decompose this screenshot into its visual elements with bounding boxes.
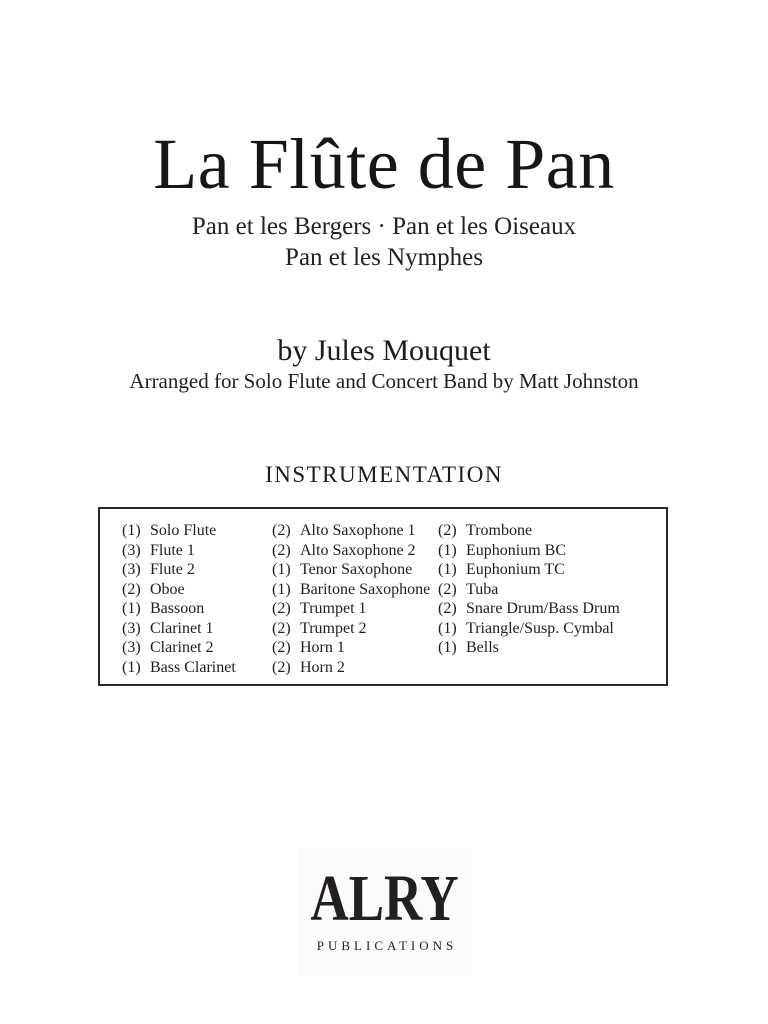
instrument-count: (2) [438, 522, 457, 539]
instrument-row [122, 658, 236, 678]
instrument-count: (3) [122, 561, 141, 578]
instrument-count: (3) [122, 639, 141, 656]
composer-byline: by Jules Mouquet [277, 334, 491, 367]
instrument-row [438, 599, 620, 619]
instrument-name: Bassoon [150, 600, 205, 617]
instrument-row [438, 521, 620, 541]
instrument-row [272, 619, 430, 639]
instrumentation-column-3 [438, 521, 620, 658]
instrument-row [122, 580, 236, 600]
instrument-count: (2) [272, 639, 291, 656]
instrument-name: Trumpet 1 [300, 600, 367, 617]
instrumentation-column-2 [272, 521, 430, 677]
instrument-row [272, 580, 430, 600]
instrument-name: Clarinet 2 [150, 639, 214, 656]
instrument-row [122, 521, 236, 541]
instrument-count: (1) [122, 600, 141, 617]
instrument-name: Flute 1 [150, 541, 195, 559]
instrument-row [272, 560, 430, 580]
instrument-count: (2) [438, 580, 457, 598]
instrument-name: Horn 1 [300, 639, 345, 656]
instrument-count: (1) [272, 580, 291, 598]
instrument-count: (1) [122, 522, 141, 539]
instrument-name: Solo Flute [150, 522, 217, 539]
instrument-name: Baritone Saxophone [300, 580, 431, 598]
instrument-row [272, 658, 430, 678]
instrument-count: (1) [438, 541, 457, 559]
instrument-name: Clarinet 1 [150, 619, 214, 637]
instrument-row [272, 638, 430, 658]
instrument-name: Euphonium BC [466, 541, 567, 559]
instrument-name: Tenor Saxophone [300, 561, 413, 578]
instrument-count: (2) [272, 658, 291, 676]
instrument-name: Tuba [466, 580, 499, 598]
instrument-count: (2) [272, 522, 291, 539]
instrument-row [272, 599, 430, 619]
instrument-count: (2) [272, 619, 291, 637]
instrumentation-box [98, 507, 668, 686]
page-title: La Flûte de Pan [153, 124, 615, 204]
instrument-name: Alto Saxophone 2 [300, 541, 416, 559]
instrument-row [272, 521, 430, 541]
subtitle-line-1: Pan et les Bergers · Pan et les Oiseaux [191, 213, 577, 240]
instrument-row [122, 560, 236, 580]
instrument-count: (1) [272, 561, 291, 578]
instrument-count: (3) [122, 541, 141, 559]
instrument-count: (1) [122, 658, 141, 676]
arranger-credit: Arranged for Solo Flute and Concert Band by Matt Johnston [129, 369, 639, 393]
instrument-row [272, 541, 430, 561]
instrument-name: Bass Clarinet [150, 658, 236, 676]
publisher-logo-wordmark: ALRY [310, 860, 460, 935]
instrument-name: Oboe [150, 580, 185, 598]
instrument-count: (1) [438, 561, 457, 578]
instrument-count: (2) [272, 600, 291, 617]
instrument-name: Alto Saxophone 1 [300, 522, 416, 539]
subtitle-block [0, 211, 768, 273]
instrument-name: Snare Drum/Bass Drum [466, 600, 620, 617]
instrument-row [438, 580, 620, 600]
publisher-logo-subtitle: PUBLICATIONS [316, 937, 458, 953]
instrumentation-heading: INSTRUMENTATION [265, 462, 503, 487]
instrument-row [438, 560, 620, 580]
instrument-count: (3) [122, 619, 141, 637]
instrument-name: Euphonium TC [466, 561, 565, 578]
instrument-row [438, 541, 620, 561]
instrument-row [122, 638, 236, 658]
instrument-row [438, 619, 620, 639]
instrument-count: (2) [438, 600, 457, 617]
publisher-logo [298, 848, 472, 976]
instrument-name: Bells [466, 639, 499, 656]
instrument-count: (1) [438, 639, 457, 656]
instrumentation-column-1 [122, 521, 236, 677]
instrument-row [122, 599, 236, 619]
instrument-row [122, 619, 236, 639]
instrument-row [122, 541, 236, 561]
instrument-name: Horn 2 [300, 658, 345, 676]
instrument-name: Flute 2 [150, 561, 195, 578]
instrument-count: (2) [272, 541, 291, 559]
instrument-name: Trumpet 2 [300, 619, 367, 637]
subtitle-line-2: Pan et les Nymphes [285, 244, 483, 271]
instrument-count: (1) [438, 619, 457, 637]
instrument-name: Trombone [466, 522, 533, 539]
instrument-name: Triangle/Susp. Cymbal [466, 619, 614, 637]
instrument-count: (2) [122, 580, 141, 598]
instrument-row [438, 638, 620, 658]
